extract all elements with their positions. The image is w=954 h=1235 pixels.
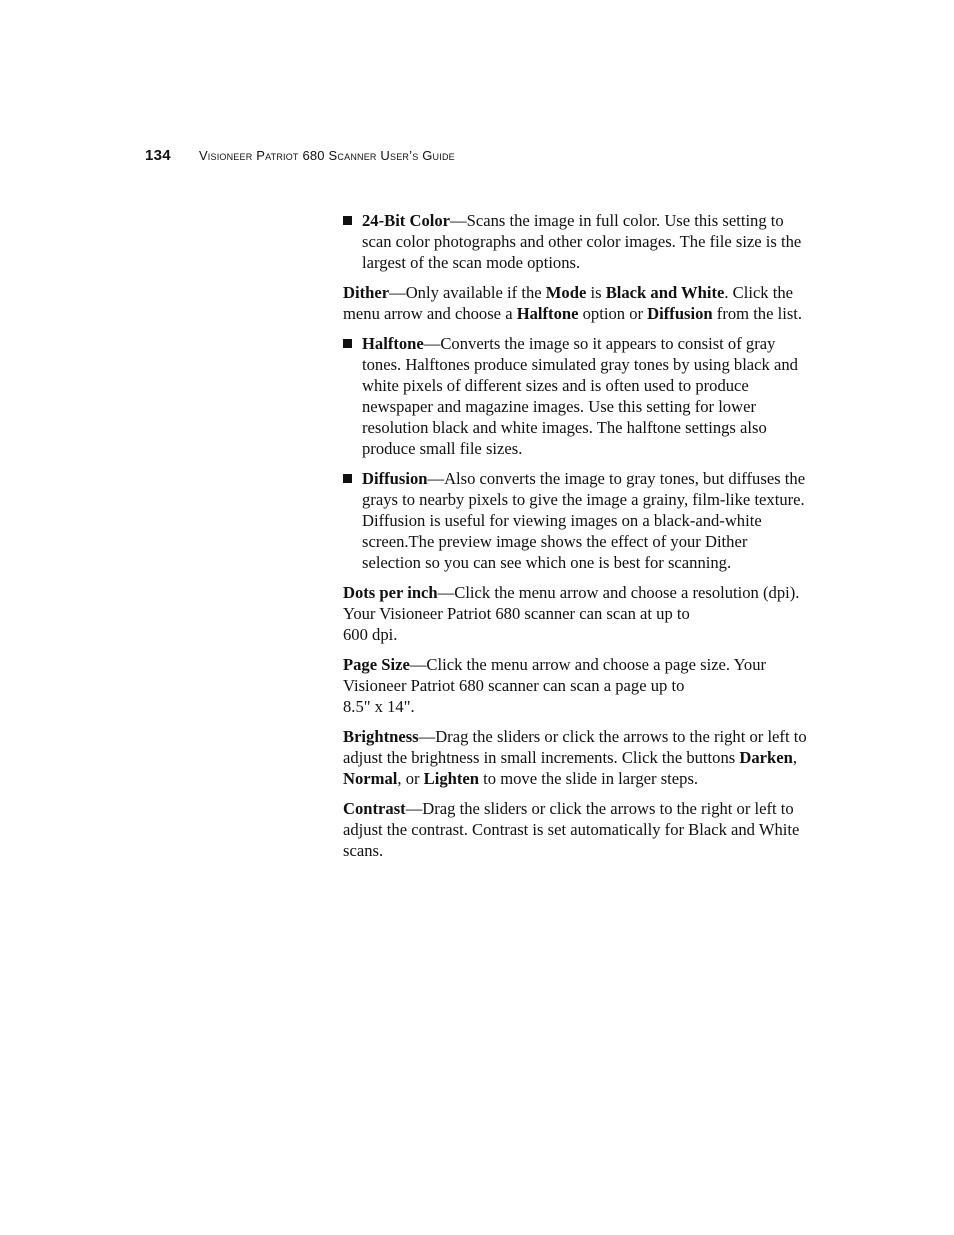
dither-bold-diffusion: Diffusion xyxy=(647,304,713,323)
para-brightness xyxy=(343,726,809,789)
para-dots-per-inch xyxy=(343,582,809,645)
term-contrast: Contrast xyxy=(343,799,406,818)
brightness-text-1: —Drag the sliders or click the arrows to the right or left to adjust the brightness in small increments. Click the buttons xyxy=(343,727,807,767)
brightness-text-3: , or xyxy=(397,769,424,788)
para-page-size xyxy=(343,654,809,717)
square-bullet-icon xyxy=(343,474,352,483)
bullet-24-bit-color xyxy=(343,210,809,273)
brightness-bold-lighten: Lighten xyxy=(423,769,479,788)
term-dither: Dither xyxy=(343,283,390,302)
term-brightness: Brightness xyxy=(343,727,419,746)
dither-text-5: from the list. xyxy=(712,304,803,323)
desc-24-bit-color: —Scans the image in full color. Use this setting to scan color photographs and other color images. The file size is the largest of the scan mode options. xyxy=(362,211,802,272)
desc-page-size: —Click the menu arrow and choose a page size. Your Visioneer Patriot 680 scanner can scan a page up to xyxy=(343,655,767,695)
desc-page-size-end: 8.5" x 14". xyxy=(343,697,415,716)
dither-text-2: is xyxy=(586,283,606,302)
dither-bold-halftone: Halftone xyxy=(516,304,579,323)
para-dither xyxy=(343,282,809,324)
desc-dots-per-inch: —Click the menu arrow and choose a resolution (dpi). Your Visioneer Patriot 680 scanner can scan at up to xyxy=(343,583,800,623)
term-halftone: Halftone xyxy=(362,334,424,353)
dither-bold-black-and-white: Black and White xyxy=(605,283,725,302)
dither-text-3: . Click the menu arrow and choose a xyxy=(343,283,794,323)
brightness-bold-darken: Darken xyxy=(739,748,793,767)
para-contrast xyxy=(343,798,809,861)
bullet-diffusion xyxy=(343,468,809,573)
dither-bold-mode: Mode xyxy=(545,283,587,302)
brightness-bold-normal: Normal xyxy=(343,769,398,788)
body-text xyxy=(343,210,809,870)
page-number: 134 xyxy=(145,147,171,164)
term-page-size: Page Size xyxy=(343,655,410,674)
term-dots-per-inch: Dots per inch xyxy=(343,583,438,602)
bullet-halftone xyxy=(343,333,809,459)
desc-contrast: —Drag the sliders or click the arrows to the right or left to adjust the contrast. Contrast is set automatically for Black and White scans. xyxy=(343,799,800,860)
brightness-text-2: , xyxy=(792,748,797,767)
dither-text-4: option or xyxy=(578,304,648,323)
running-head: Visioneer Patriot 680 Scanner User’s Guide xyxy=(198,148,455,163)
brightness-text-4: to move the slide in larger steps. xyxy=(479,769,699,788)
page-header xyxy=(145,147,455,169)
term-diffusion: Diffusion xyxy=(362,469,428,488)
square-bullet-icon xyxy=(343,216,352,225)
term-24-bit-color: 24-Bit Color xyxy=(362,211,451,230)
desc-diffusion: —Also converts the image to gray tones, but diffuses the grays to nearby pixels to give the image a grainy, film-like texture. Diffusion is useful for viewing images on a black-and-white screen.The preview image shows the effect of your Dither selection so you can see which one is best for scanning. xyxy=(362,469,806,572)
square-bullet-icon xyxy=(343,339,352,348)
desc-dots-per-inch-end: 600 dpi. xyxy=(343,625,398,644)
dither-text-1: —Only available if the xyxy=(389,283,546,302)
desc-halftone: —Converts the image so it appears to consist of gray tones. Halftones produce simulated gray tones by using black and white pixels of different sizes and is often used to produce newspaper and magazine images. Use this setting for lower resolution black and white images. The halftone settings also produce small file sizes. xyxy=(362,334,798,458)
